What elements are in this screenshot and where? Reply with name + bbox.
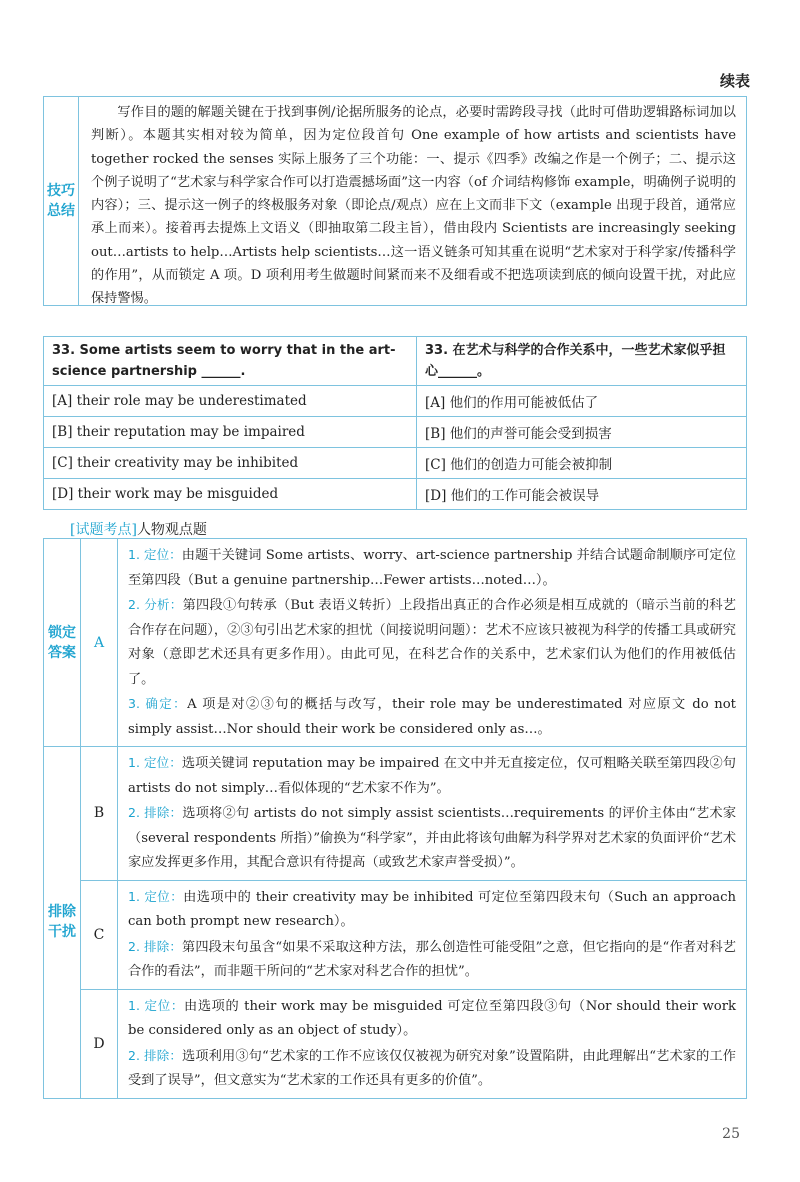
analysis-row-c xyxy=(44,880,747,989)
step-label: 2. 排除： xyxy=(128,1047,182,1063)
analysis-row-a xyxy=(44,539,747,747)
step xyxy=(128,935,736,985)
question-table xyxy=(43,336,747,510)
question-stem-zh: 33. 在艺术与科学的合作关系中，一些艺术家似乎担心______。 xyxy=(417,337,747,386)
step xyxy=(128,543,736,593)
test-point-tag: [试题考点] xyxy=(70,522,137,538)
tip-label xyxy=(44,97,79,305)
step xyxy=(128,751,736,801)
tip-text: 写作目的题的解题关键在于找到事例/论据所服务的论点，必要时需跨段寻找（此时可借助逻辑路标词加以判断）。本题其实相对较为简单，因为定位段首句 One example of how artists and scientists have together rocked the senses 实际上服务了三个功能：一、提示《四季》改编之作是一个例子；二、提示这个例子说明了“艺术家与科学家合作可以打造震撼场面”这一内容（of 介词结构修饰 example，明确例子说明的内容）；三、提示这一例子的终极服务对象（即论点/观点）应在上文而非下文（example 出现于段首，通常应承上而来）。接着再去提炼上文语义（即抽取第二段主旨），借由段内 Scientists are increasingly seeking out…artists to help…Artists help scientists…这一语义链条可知其重在说明“艺术家对于科学家/传播科学的作用”，从而锁定 A 项。D 项利用考生做题时间紧而来不及细看或不把选项读到底的倾向设置干扰，对此应保持警惕。 xyxy=(91,105,736,307)
step xyxy=(128,885,736,935)
step-text: 选项关键词 reputation may be impaired 在文中并无直接定位，仅可粗略关联至第四段②句 artists do not simply…看似体现的“艺术家不作为”。 xyxy=(128,756,736,796)
analysis-row-b xyxy=(44,747,747,881)
step-label: 2. 排除： xyxy=(128,938,182,954)
question-stem-en: 33. Some artists seem to worry that in the art-science partnership ______. xyxy=(44,337,417,386)
step-label: 2. 排除： xyxy=(128,805,183,820)
step-label: 3. 确定： xyxy=(128,696,188,711)
option-row xyxy=(44,448,747,479)
analysis-text xyxy=(118,989,747,1098)
step-text: A 项是对②③句的概括与改写，their role may be underestimated 对应原文 do not simply assist…Nor should their work be considered only as…。 xyxy=(128,697,736,737)
analysis-row-d xyxy=(44,989,747,1098)
test-point xyxy=(70,519,207,539)
step-label: 2. 分析： xyxy=(128,597,183,612)
option-letter: C xyxy=(81,880,118,989)
step-label: 1. 定位： xyxy=(128,755,182,770)
step-text: 选项利用③句“艺术家的工作不应该仅仅被视为研究对象”设置陷阱，由此理解出“艺术家的工作受到了误导”，但文意实为“艺术家的工作还具有更多的价值”。 xyxy=(128,1048,736,1088)
option-zh: [A] 他们的作用可能被低估了 xyxy=(417,386,747,417)
tip-label-text: 技巧总结 xyxy=(47,183,75,219)
step-label: 1. 定位： xyxy=(128,997,184,1013)
step-text: 由选项中的 their creativity may be inhibited 可定位至第四段末句（Such an approach can both prompt new research）。 xyxy=(128,889,736,929)
lock-answer-label-text: 锁定答案 xyxy=(48,624,76,661)
option-zh: [B] 他们的声誉可能会受到损害 xyxy=(417,417,747,448)
option-zh: [C] 他们的创造力可能会被抑制 xyxy=(417,448,747,479)
step-text: 第四段①句转承（But 表语义转折）上段指出真正的合作必须是相互成就的（暗示当前的科艺合作存在问题），②③句引出艺术家的担忧（间接说明问题）：艺术不应该只被视为科学的传播工具或研究对象（意即艺术还具有更多作用）。由此可见，在科艺合作的关系中，艺术家们认为他们的作用被低估了。 xyxy=(128,598,736,687)
tip-summary-box xyxy=(43,96,747,306)
option-en: [B] their reputation may be impaired xyxy=(44,417,417,448)
option-letter: A xyxy=(81,539,118,747)
step xyxy=(128,692,736,742)
option-row xyxy=(44,386,747,417)
step xyxy=(128,801,736,876)
step-label: 1. 定位： xyxy=(128,888,184,904)
option-zh: [D] 他们的工作可能会被误导 xyxy=(417,479,747,510)
option-row xyxy=(44,479,747,510)
option-row xyxy=(44,417,747,448)
step xyxy=(128,994,736,1044)
lock-answer-label xyxy=(44,539,81,747)
analysis-table xyxy=(43,538,747,1099)
continued-label: 续表 xyxy=(719,72,750,90)
option-en: [A] their role may be underestimated xyxy=(44,386,417,417)
step-label: 1. 定位： xyxy=(128,547,182,562)
option-en: [D] their work may be misguided xyxy=(44,479,417,510)
exclude-label xyxy=(44,747,81,1099)
option-en: [C] their creativity may be inhibited xyxy=(44,448,417,479)
analysis-text xyxy=(118,747,747,881)
question-stem-row xyxy=(44,337,747,386)
step-text: 第四段末句虽含“如果不采取这种方法，那么创造性可能受阻”之意，但它指向的是“作者对科艺合作的看法”，而非题干所问的“艺术家对科艺合作的担忧”。 xyxy=(128,939,736,979)
analysis-text xyxy=(118,539,747,747)
page-number: 25 xyxy=(722,1126,740,1142)
option-letter: D xyxy=(81,989,118,1098)
exclude-label-text: 排除干扰 xyxy=(48,904,76,941)
step xyxy=(128,1044,736,1094)
step-text: 选项将②句 artists do not simply assist scientists…requirements 的评价主体由“艺术家（several respondents 所指）”偷换为“科学家”，并由此将该句曲解为科学界对艺术家的负面评价“艺术家应发挥更多作用，其配合意识有待提高（或致艺术家声誉受损）”。 xyxy=(128,806,737,870)
step xyxy=(128,593,736,692)
analysis-text xyxy=(118,880,747,989)
step-text: 由选项的 their work may be misguided 可定位至第四段③句（Nor should their work be considered only as an object of study）。 xyxy=(128,998,736,1038)
test-point-text: 人物观点题 xyxy=(136,522,207,538)
option-letter: B xyxy=(81,747,118,881)
step-text: 由题干关键词 Some artists、worry、art-science partnership 并结合试题命制顺序可定位至第四段（But a genuine partnership…Fewer artists…noted…）。 xyxy=(128,548,736,588)
